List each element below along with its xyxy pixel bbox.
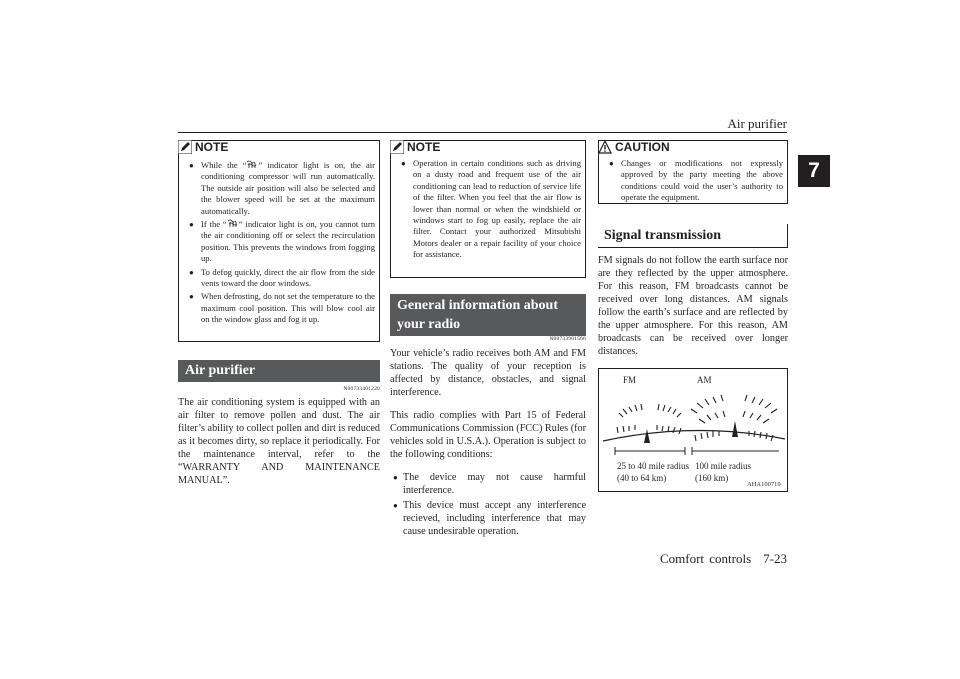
note-item: ● If the “ ” indicator light is on, you cannot turn the air conditioning off or select the recirculation position. This prevents the windows from fogging up.: [189, 219, 375, 265]
caution-list: [599, 158, 787, 204]
signal-body: FM signals do not follow the earth surface nor are they reflected by the upper atmosphere. For this reason, FM broadcasts cannot be received over long distances. AM signals follow the earth’s surface and are reflected by the upper atmosphere. For this reason, AM broadcasts can be received over longer distances.: [598, 255, 788, 357]
note-list: [391, 158, 585, 261]
caution-box: [598, 140, 788, 204]
note-label: NOTE: [195, 140, 229, 154]
am-range-miles: 100 mile radius: [695, 461, 751, 471]
am-label: AM: [697, 375, 712, 385]
note-item: ● When defrosting, do not set the temperature to the maximum cool position. This will blow cool air on the window glass and fog it up.: [189, 291, 375, 325]
condition-item: ● The device may not cause harmful interference.: [390, 471, 586, 497]
condition-item: ● This device must accept any interference recieved, including interference that may cause undesirable operation.: [390, 499, 586, 538]
air-purifier-body: The air conditioning system is equipped with an air filter to remove pollen and dust. The air filter’s ability to collect pollen and dirt is reduced as it becomes dirty, so replace it periodically. For the maintenance interval, refer to the “WARRANTY AND MAINTENANCE MANUAL”.: [178, 397, 380, 486]
radio-paragraph-1: Your vehicle’s radio receives both AM and FM stations. The quality of your reception is affected by distance, obstacles, and signal interference.: [390, 348, 586, 398]
page-footer: [660, 551, 787, 567]
note-item: ● Operation in certain conditions such as driving on a dusty road and frequent use of the air conditioning can lead to reduction of service life of the filter. When you feel that the air flow is lower than normal or when the windshield or windows start to fog up easily, replace the air filter. Contact your authorized Mitsubishi Motors dealer or a repair facility of your choice for assistance.: [401, 158, 581, 261]
running-header-title: Air purifier: [727, 116, 787, 131]
note-pencil-icon: [390, 140, 404, 154]
chapter-tab: 7: [798, 155, 830, 187]
note-list: [179, 160, 379, 326]
header-rule: [178, 132, 787, 133]
figure-code: AHA100719: [747, 481, 781, 488]
caution-item: ● Changes or modifications not expressly approved by the party meeting the above conditions could void the user’s authority to operate the equipment.: [609, 158, 783, 204]
note-header: [390, 140, 585, 154]
caution-label: CAUTION: [615, 140, 670, 154]
radio-conditions-list: [390, 471, 586, 538]
warning-triangle-icon: [598, 140, 612, 154]
note-pencil-icon: [178, 140, 192, 154]
caution-header: [598, 140, 787, 154]
section-heading-air-purifier: Air purifier: [178, 360, 380, 382]
fm-range-km: (40 to 64 km): [617, 473, 667, 483]
note-box-filter: [390, 140, 586, 278]
signal-range-figure: [598, 368, 788, 492]
section-code: N00733401220: [343, 386, 380, 392]
note-box-ac: [178, 140, 380, 342]
note-item: ● While the “ ” indicator light is on, the air conditioning compressor will run automatically. The outside air position will also be selected and the blower speed will be set at the maximum automatically.: [189, 160, 375, 217]
page-number: 7-23: [763, 551, 787, 566]
section-heading-signal: Signal transmission: [598, 224, 788, 248]
note-header: [178, 140, 379, 154]
fan-symbol-icon: [227, 219, 239, 228]
note-label: NOTE: [407, 140, 441, 154]
fm-label: FM: [623, 375, 637, 385]
section-heading-radio: General information about your radio: [390, 294, 586, 336]
fm-range-miles: 25 to 40 mile radius: [617, 461, 689, 471]
radio-body: [390, 347, 586, 540]
am-range-km: (160 km): [695, 473, 729, 483]
radio-paragraph-2: This radio complies with Part 15 of Federal Communications Commission (FCC) Rules (for vehicles sold in U.S.A.). Operation is subject to the following conditions:: [390, 410, 586, 460]
note-item: ● To defog quickly, direct the air flow from the side vents toward the door windows.: [189, 267, 375, 290]
section-code: N00733901566: [549, 336, 586, 342]
footer-section: Comfort controls: [659, 551, 752, 566]
fan-symbol-icon: [246, 160, 258, 169]
